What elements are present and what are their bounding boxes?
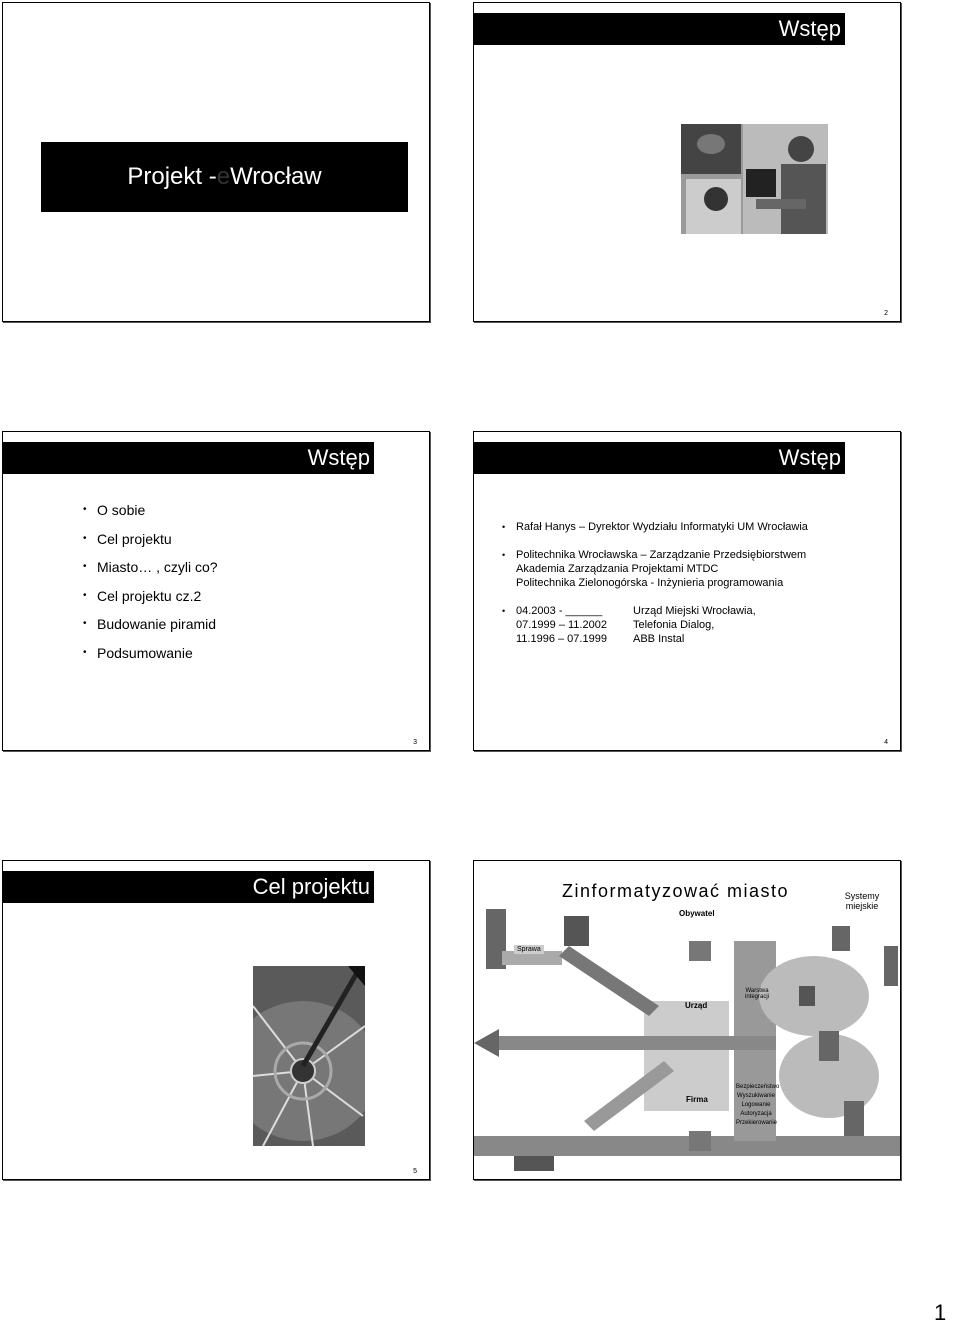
slide-title: Wstęp (474, 442, 845, 474)
slide-3 (2, 431, 430, 751)
edu-line: • Politechnika Wrocławska – Zarządzanie Przedsiębiorstwem (516, 549, 807, 561)
job-row (516, 604, 808, 618)
list-item: • Miasto… , czyli co? (83, 559, 218, 575)
slide-title: Wstęp (474, 13, 845, 45)
slide-1 (2, 2, 430, 322)
slide-title: Wstęp (3, 442, 374, 474)
slide-number: 5 (413, 1168, 417, 1175)
label-systemy: Systemy miejskie (844, 891, 880, 911)
slide-title (41, 142, 408, 212)
page-number: 1 (934, 1300, 947, 1325)
slide-title: Zinformatyzować miasto (562, 881, 790, 901)
label-urzad: Urząd (685, 1001, 708, 1010)
list-item: • Budowanie piramid (83, 616, 218, 632)
job-row (516, 632, 808, 646)
agenda-list (83, 502, 218, 673)
job-place: Telefonia Dialog, (633, 619, 715, 631)
cv-text (502, 520, 808, 660)
slide-4 (473, 431, 901, 751)
list-item: • Cel projektu cz.2 (83, 588, 218, 604)
job-row (516, 618, 808, 632)
edu-line: Politechnika Zielonogórska - Inżynieria programowania (516, 577, 784, 589)
edu-line: Akademia Zarządzania Projektami MTDC (516, 563, 719, 575)
office-photo (681, 124, 828, 234)
cv-name-line: • Rafał Hanys – Dyrektor Wydziału Informatyki UM Wrocławia (502, 520, 808, 534)
slide-number: 2 (884, 310, 888, 317)
label-warstwa: Warstwa integracji (744, 988, 769, 1000)
job-period: 07.1999 – 11.2002 (516, 619, 607, 631)
label-bezpieczenstwo: Bezpieczeństwo Wyszukiwanie Logowanie Autoryzacja Przekierowanie (736, 1084, 780, 1126)
title-prefix: Projekt - (127, 163, 217, 190)
slide-6 (473, 860, 901, 1180)
label-firma: Firma (686, 1095, 708, 1104)
slide-2 (473, 2, 901, 322)
slide-number: 4 (884, 739, 888, 746)
list-item: • Podsumowanie (83, 645, 218, 661)
job-period: • 04.2003 - ______ (516, 605, 603, 617)
slide-number: 3 (413, 739, 417, 746)
job-place: Urząd Miejski Wrocławia, (633, 605, 756, 617)
job-place: ABB Instal (633, 633, 685, 645)
title-suffix: Wrocław (230, 163, 322, 190)
label-sprawa: Sprawa (514, 945, 544, 954)
architecture-diagram (474, 901, 900, 1179)
label-obywatel: Obywatel (679, 909, 715, 918)
dartboard-photo (253, 966, 365, 1146)
slide-title: Cel projektu (3, 871, 374, 903)
list-item: • O sobie (83, 502, 218, 518)
slide-5 (2, 860, 430, 1180)
list-item: • Cel projektu (83, 531, 218, 547)
job-period: 11.1996 – 07.1999 (516, 633, 607, 645)
title-highlight: e (216, 163, 231, 190)
cv-jobs (502, 604, 808, 646)
cv-education (502, 548, 808, 590)
